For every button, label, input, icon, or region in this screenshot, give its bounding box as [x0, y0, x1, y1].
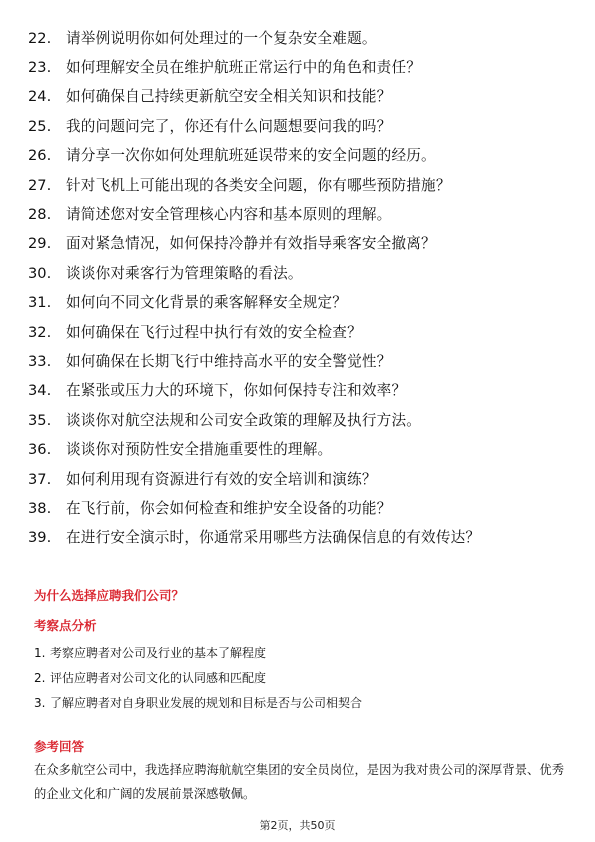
- analysis-number: 2.: [34, 670, 46, 685]
- question-text: 请简述您对安全管理核心内容和基本原则的理解。: [66, 206, 392, 224]
- question-text: 针对飞机上可能出现的各类安全问题，你有哪些预防措施？: [66, 176, 451, 194]
- question-text: 在紧张或压力大的环境下，你如何保持专注和效率？: [66, 382, 407, 400]
- question-text: 如何确保在长期飞行中维持高水平的安全警觉性？: [66, 352, 392, 370]
- analysis-item: [34, 690, 564, 715]
- question-text: 谈谈你对航空法规和公司安全政策的理解及执行方法。: [66, 411, 422, 429]
- question-item: [28, 142, 573, 171]
- question-number: 37.: [28, 470, 52, 488]
- answer-heading: 参考回答: [34, 739, 85, 754]
- question-item: [28, 171, 573, 200]
- question-text: 如何利用现有资源进行有效的安全培训和演练？: [66, 470, 377, 488]
- section-heading: 为什么选择应聘我们公司？: [34, 588, 185, 603]
- question-item: [28, 230, 573, 259]
- question-number: 34.: [28, 382, 52, 400]
- analysis-number: 1.: [34, 645, 46, 660]
- answer-paragraph: 在众多航空公司中，我选择应聘海航航空集团的安全员岗位，是因为我对贵公司的深厚背景、优秀的企业文化和广阔的发展前景深感敬佩。: [34, 763, 564, 801]
- question-text: 在飞行前，你会如何检查和维护安全设备的功能？: [66, 499, 392, 517]
- question-number: 26.: [28, 147, 52, 165]
- question-text: 如何确保在飞行过程中执行有效的安全检查？: [66, 323, 362, 341]
- question-number: 29.: [28, 235, 52, 253]
- question-number: 24.: [28, 88, 52, 106]
- analysis-item: [34, 665, 564, 690]
- question-number: 25.: [28, 117, 52, 135]
- question-item: [28, 112, 573, 141]
- question-item: [28, 289, 573, 318]
- question-item: [28, 24, 573, 53]
- analysis-text: 考察应聘者对公司及行业的基本了解程度: [50, 646, 267, 660]
- question-number: 36.: [28, 441, 52, 459]
- question-number: 27.: [28, 176, 52, 194]
- analysis-list: [34, 640, 564, 715]
- question-number: 39.: [28, 529, 52, 547]
- question-item: [28, 53, 573, 82]
- question-text: 谈谈你对乘客行为管理策略的看法。: [66, 264, 303, 282]
- question-number: 38.: [28, 499, 52, 517]
- analysis-text: 评估应聘者对公司文化的认同感和匹配度: [50, 671, 267, 685]
- question-item: [28, 347, 573, 376]
- question-number: 28.: [28, 206, 52, 224]
- question-text: 在进行安全演示时，你通常采用哪些方法确保信息的有效传达？: [66, 529, 481, 547]
- question-text: 请举例说明你如何处理过的一个复杂安全难题。: [66, 29, 377, 47]
- question-text: 面对紧急情况，如何保持冷静并有效指导乘客安全撤离？: [66, 235, 436, 253]
- question-number: 30.: [28, 264, 52, 282]
- question-item: [28, 200, 573, 229]
- question-item: [28, 83, 573, 112]
- analysis-text: 了解应聘者对自身职业发展的规划和目标是否与公司相契合: [50, 696, 363, 710]
- question-number: 35.: [28, 411, 52, 429]
- question-item: [28, 259, 573, 288]
- question-text: 如何向不同文化背景的乘客解释安全规定？: [66, 294, 348, 312]
- question-number: 33.: [28, 352, 52, 370]
- question-text: 请分享一次你如何处理航班延误带来的安全问题的经历。: [66, 147, 436, 165]
- question-text: 我的问题问完了，你还有什么问题想要问我的吗？: [66, 117, 392, 135]
- question-item: [28, 406, 573, 435]
- question-item: [28, 465, 573, 494]
- analysis-number: 3.: [34, 695, 46, 710]
- question-item: [28, 377, 573, 406]
- question-number: 32.: [28, 323, 52, 341]
- question-item: [28, 494, 573, 523]
- question-item: [28, 318, 573, 347]
- question-number: 31.: [28, 294, 52, 312]
- question-number: 22.: [28, 29, 52, 47]
- analysis-item: [34, 640, 564, 665]
- question-number: 23.: [28, 59, 52, 77]
- question-text: 如何确保自己持续更新航空安全相关知识和技能？: [66, 88, 392, 106]
- analysis-heading: 考察点分析: [34, 618, 97, 633]
- question-text: 如何理解安全员在维护航班正常运行中的角色和责任？: [66, 59, 422, 77]
- question-item: [28, 435, 573, 464]
- question-item: [28, 524, 573, 553]
- page-footer: 第2页，共50页: [259, 819, 336, 832]
- question-list: [28, 24, 573, 553]
- question-text: 谈谈你对预防性安全措施重要性的理解。: [66, 441, 333, 459]
